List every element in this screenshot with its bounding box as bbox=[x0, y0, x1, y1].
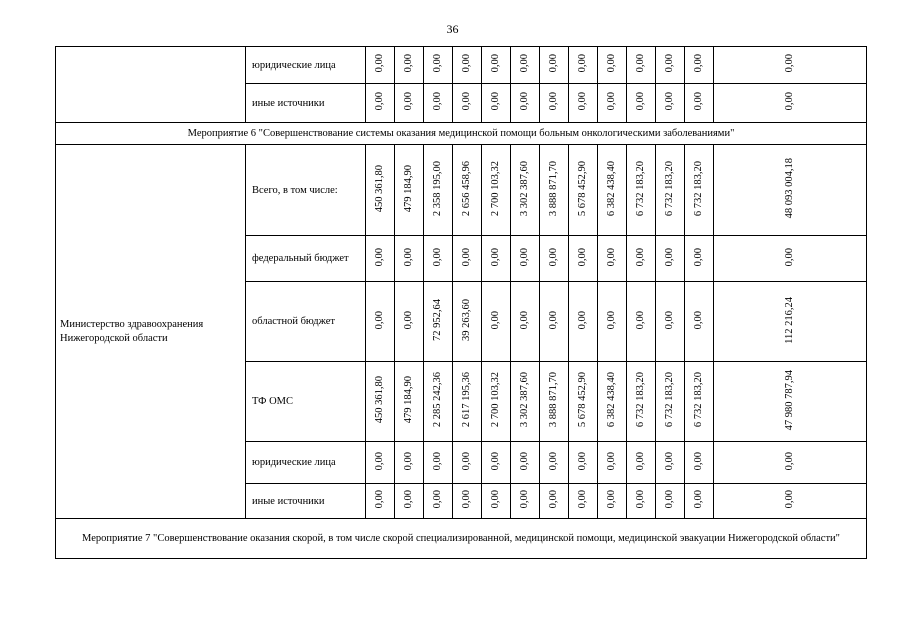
year-value-cell bbox=[482, 282, 511, 362]
year-value: 0,00 bbox=[519, 490, 530, 509]
year-value-cell bbox=[366, 362, 395, 442]
year-value-cell bbox=[511, 47, 540, 84]
year-value: 0,00 bbox=[635, 490, 646, 509]
year-value: 0,00 bbox=[635, 310, 646, 330]
organization-cell-empty bbox=[56, 47, 246, 123]
year-value-cell bbox=[424, 145, 453, 236]
funding-source-cell: Всего, в том числе: bbox=[246, 145, 366, 236]
year-value: 2 617 195,36 bbox=[461, 372, 472, 428]
year-value-cell bbox=[540, 84, 569, 123]
total-value-cell bbox=[714, 282, 867, 362]
year-value-cell bbox=[482, 84, 511, 123]
year-value: 0,00 bbox=[693, 54, 704, 73]
year-value: 0,00 bbox=[490, 490, 501, 509]
total-value: 0,00 bbox=[784, 451, 795, 471]
funding-source-cell: федеральный бюджет bbox=[246, 236, 366, 282]
year-value-cell bbox=[627, 484, 656, 519]
year-value-cell bbox=[366, 282, 395, 362]
year-value-cell bbox=[424, 236, 453, 282]
year-value-cell bbox=[598, 484, 627, 519]
year-value: 0,00 bbox=[490, 451, 501, 471]
year-value: 3 302 387,60 bbox=[519, 160, 530, 217]
year-value: 3 302 387,60 bbox=[519, 372, 530, 428]
year-value-cell bbox=[395, 484, 424, 519]
year-value: 6 732 183,20 bbox=[664, 160, 675, 217]
year-value-cell bbox=[656, 84, 685, 123]
total-value: 48 093 004,18 bbox=[784, 158, 795, 219]
table-row bbox=[56, 123, 867, 145]
year-value: 0,00 bbox=[403, 490, 414, 509]
year-value: 0,00 bbox=[432, 247, 443, 267]
year-value: 2 700 103,32 bbox=[490, 160, 501, 217]
year-value-cell bbox=[627, 236, 656, 282]
year-value: 0,00 bbox=[403, 247, 414, 267]
year-value-cell bbox=[627, 84, 656, 123]
year-value-cell bbox=[395, 236, 424, 282]
year-value-cell bbox=[598, 236, 627, 282]
year-value: 0,00 bbox=[432, 451, 443, 471]
year-value: 450 361,80 bbox=[374, 376, 385, 424]
year-value-cell bbox=[453, 484, 482, 519]
year-value: 0,00 bbox=[461, 490, 472, 509]
year-value-cell bbox=[685, 442, 714, 484]
year-value: 0,00 bbox=[635, 92, 646, 111]
year-value-cell bbox=[598, 362, 627, 442]
year-value: 0,00 bbox=[606, 310, 617, 330]
measure-7-title: Мероприятие 7 "Совершенствование оказания скорой, в том числе скорой специализированной, медицинской помощи, медицинской эвакуации Нижегородской области" bbox=[56, 519, 867, 559]
year-value-cell bbox=[424, 282, 453, 362]
year-value-cell bbox=[598, 282, 627, 362]
year-value-cell bbox=[366, 236, 395, 282]
year-value: 450 361,80 bbox=[374, 164, 385, 213]
year-value: 2 285 242,36 bbox=[432, 372, 443, 428]
year-value: 0,00 bbox=[490, 247, 501, 267]
year-value-cell bbox=[424, 84, 453, 123]
year-value-cell bbox=[424, 47, 453, 84]
year-value: 0,00 bbox=[693, 92, 704, 111]
year-value: 0,00 bbox=[577, 451, 588, 471]
year-value: 0,00 bbox=[664, 451, 675, 471]
year-value-cell bbox=[685, 362, 714, 442]
year-value: 0,00 bbox=[577, 310, 588, 330]
year-value: 6 382 438,40 bbox=[606, 372, 617, 428]
funding-source-cell: иные источники bbox=[246, 484, 366, 519]
total-value-cell bbox=[714, 236, 867, 282]
year-value: 0,00 bbox=[519, 451, 530, 471]
year-value: 0,00 bbox=[606, 451, 617, 471]
year-value-cell bbox=[656, 236, 685, 282]
organization-cell: Министерство здравоохранения Нижегородской области bbox=[56, 145, 246, 519]
year-value-cell bbox=[482, 484, 511, 519]
year-value: 6 732 183,20 bbox=[635, 372, 646, 428]
year-value: 0,00 bbox=[664, 92, 675, 111]
year-value: 6 382 438,40 bbox=[606, 160, 617, 217]
total-value: 0,00 bbox=[784, 247, 795, 267]
year-value-cell bbox=[569, 484, 598, 519]
year-value-cell bbox=[453, 84, 482, 123]
year-value: 0,00 bbox=[664, 54, 675, 73]
funding-source-cell: ТФ ОМС bbox=[246, 362, 366, 442]
funding-source-cell: юридические лица bbox=[246, 47, 366, 84]
year-value-cell bbox=[482, 47, 511, 84]
year-value-cell bbox=[540, 442, 569, 484]
year-value-cell bbox=[482, 236, 511, 282]
year-value: 2 358 195,00 bbox=[432, 160, 443, 217]
measure-6-title: Мероприятие 6 "Совершенствование системы оказания медицинской помощи больным онкологическими заболеваниями" bbox=[56, 123, 867, 145]
funding-source-cell: юридические лица bbox=[246, 442, 366, 484]
year-value-cell bbox=[685, 282, 714, 362]
year-value-cell bbox=[598, 84, 627, 123]
year-value: 2 700 103,32 bbox=[490, 372, 501, 428]
year-value: 0,00 bbox=[403, 451, 414, 471]
year-value: 6 732 183,20 bbox=[664, 372, 675, 428]
year-value: 0,00 bbox=[606, 92, 617, 111]
year-value-cell bbox=[511, 442, 540, 484]
year-value: 3 888 871,70 bbox=[548, 160, 559, 217]
table-row bbox=[56, 47, 867, 84]
year-value-cell bbox=[395, 145, 424, 236]
year-value: 0,00 bbox=[548, 92, 559, 111]
total-value-cell bbox=[714, 84, 867, 123]
year-value-cell bbox=[511, 145, 540, 236]
year-value: 3 888 871,70 bbox=[548, 372, 559, 428]
year-value-cell bbox=[482, 145, 511, 236]
year-value-cell bbox=[656, 362, 685, 442]
year-value: 0,00 bbox=[664, 490, 675, 509]
year-value-cell bbox=[453, 236, 482, 282]
year-value-cell bbox=[395, 47, 424, 84]
total-value: 0,00 bbox=[784, 92, 795, 111]
year-value-cell bbox=[569, 236, 598, 282]
year-value-cell bbox=[540, 236, 569, 282]
total-value-cell bbox=[714, 145, 867, 236]
funding-source-cell: иные источники bbox=[246, 84, 366, 123]
year-value-cell bbox=[627, 362, 656, 442]
year-value: 0,00 bbox=[606, 247, 617, 267]
year-value: 0,00 bbox=[519, 92, 530, 111]
year-value: 5 678 452,90 bbox=[577, 160, 588, 217]
year-value-cell bbox=[598, 442, 627, 484]
year-value: 0,00 bbox=[490, 54, 501, 73]
year-value-cell bbox=[656, 47, 685, 84]
year-value: 0,00 bbox=[548, 54, 559, 73]
year-value: 0,00 bbox=[490, 92, 501, 111]
year-value: 0,00 bbox=[693, 310, 704, 330]
year-value: 0,00 bbox=[374, 54, 385, 73]
table-row bbox=[56, 145, 867, 236]
year-value: 39 263,60 bbox=[461, 299, 472, 341]
year-value: 0,00 bbox=[693, 451, 704, 471]
year-value: 6 732 183,20 bbox=[693, 372, 704, 428]
year-value-cell bbox=[424, 362, 453, 442]
year-value-cell bbox=[511, 362, 540, 442]
year-value: 0,00 bbox=[635, 54, 646, 73]
year-value: 0,00 bbox=[374, 451, 385, 471]
year-value-cell bbox=[656, 484, 685, 519]
year-value: 0,00 bbox=[635, 247, 646, 267]
year-value-cell bbox=[453, 47, 482, 84]
year-value: 0,00 bbox=[490, 310, 501, 330]
year-value-cell bbox=[453, 442, 482, 484]
year-value: 72 952,64 bbox=[432, 299, 443, 341]
year-value: 0,00 bbox=[403, 92, 414, 111]
year-value-cell bbox=[395, 84, 424, 123]
year-value: 0,00 bbox=[664, 310, 675, 330]
year-value: 0,00 bbox=[519, 54, 530, 73]
year-value-cell bbox=[685, 47, 714, 84]
year-value-cell bbox=[366, 442, 395, 484]
year-value-cell bbox=[540, 47, 569, 84]
total-value-cell bbox=[714, 47, 867, 84]
year-value-cell bbox=[627, 442, 656, 484]
total-value: 0,00 bbox=[784, 54, 795, 73]
year-value-cell bbox=[395, 282, 424, 362]
year-value-cell bbox=[366, 47, 395, 84]
total-value-cell bbox=[714, 484, 867, 519]
year-value: 0,00 bbox=[374, 490, 385, 509]
page-number: 36 bbox=[446, 22, 459, 36]
year-value: 0,00 bbox=[432, 54, 443, 73]
year-value-cell bbox=[511, 484, 540, 519]
year-value: 0,00 bbox=[461, 54, 472, 73]
year-value: 0,00 bbox=[374, 247, 385, 267]
year-value-cell bbox=[511, 84, 540, 123]
year-value-cell bbox=[395, 442, 424, 484]
year-value: 0,00 bbox=[461, 92, 472, 111]
year-value: 0,00 bbox=[577, 247, 588, 267]
year-value-cell bbox=[511, 236, 540, 282]
year-value-cell bbox=[627, 47, 656, 84]
year-value: 6 732 183,20 bbox=[635, 160, 646, 217]
year-value: 0,00 bbox=[432, 92, 443, 111]
year-value-cell bbox=[366, 84, 395, 123]
total-value-cell bbox=[714, 362, 867, 442]
total-value: 47 980 787,94 bbox=[784, 369, 795, 431]
year-value: 0,00 bbox=[606, 54, 617, 73]
total-value-cell bbox=[714, 442, 867, 484]
year-value-cell bbox=[424, 484, 453, 519]
year-value-cell bbox=[569, 442, 598, 484]
year-value-cell bbox=[424, 442, 453, 484]
year-value-cell bbox=[569, 145, 598, 236]
year-value: 0,00 bbox=[432, 490, 443, 509]
year-value: 0,00 bbox=[577, 92, 588, 111]
year-value: 0,00 bbox=[519, 247, 530, 267]
year-value-cell bbox=[598, 47, 627, 84]
budget-table bbox=[55, 46, 867, 559]
year-value: 0,00 bbox=[664, 247, 675, 267]
year-value: 0,00 bbox=[693, 247, 704, 267]
year-value-cell bbox=[656, 442, 685, 484]
table-row bbox=[56, 519, 867, 559]
year-value-cell bbox=[656, 282, 685, 362]
year-value-cell bbox=[656, 145, 685, 236]
year-value: 0,00 bbox=[548, 451, 559, 471]
year-value: 479 184,90 bbox=[403, 376, 414, 424]
year-value: 5 678 452,90 bbox=[577, 372, 588, 428]
total-value: 112 216,24 bbox=[784, 296, 795, 344]
year-value: 0,00 bbox=[548, 310, 559, 330]
year-value: 0,00 bbox=[577, 54, 588, 73]
year-value-cell bbox=[627, 282, 656, 362]
budget-table-body bbox=[56, 47, 867, 559]
year-value-cell bbox=[540, 282, 569, 362]
funding-source-cell: областной бюджет bbox=[246, 282, 366, 362]
year-value: 0,00 bbox=[374, 310, 385, 330]
year-value-cell bbox=[598, 145, 627, 236]
year-value: 0,00 bbox=[461, 451, 472, 471]
year-value: 0,00 bbox=[635, 451, 646, 471]
year-value: 0,00 bbox=[577, 490, 588, 509]
year-value: 6 732 183,20 bbox=[693, 160, 704, 217]
year-value-cell bbox=[482, 362, 511, 442]
year-value-cell bbox=[366, 145, 395, 236]
total-value: 0,00 bbox=[784, 490, 795, 509]
year-value-cell bbox=[569, 47, 598, 84]
year-value: 0,00 bbox=[403, 310, 414, 330]
year-value-cell bbox=[569, 84, 598, 123]
year-value: 0,00 bbox=[693, 490, 704, 509]
year-value-cell bbox=[685, 145, 714, 236]
year-value-cell bbox=[569, 282, 598, 362]
year-value-cell bbox=[366, 484, 395, 519]
year-value-cell bbox=[540, 145, 569, 236]
year-value: 2 656 458,96 bbox=[461, 160, 472, 217]
year-value-cell bbox=[453, 145, 482, 236]
year-value-cell bbox=[569, 362, 598, 442]
year-value: 0,00 bbox=[606, 490, 617, 509]
year-value-cell bbox=[395, 362, 424, 442]
year-value: 0,00 bbox=[461, 247, 472, 267]
year-value: 0,00 bbox=[519, 310, 530, 330]
year-value-cell bbox=[511, 282, 540, 362]
year-value: 479 184,90 bbox=[403, 164, 414, 213]
year-value-cell bbox=[453, 282, 482, 362]
year-value: 0,00 bbox=[403, 54, 414, 73]
year-value-cell bbox=[685, 236, 714, 282]
year-value: 0,00 bbox=[374, 92, 385, 111]
year-value-cell bbox=[540, 484, 569, 519]
year-value: 0,00 bbox=[548, 247, 559, 267]
year-value-cell bbox=[482, 442, 511, 484]
year-value-cell bbox=[540, 362, 569, 442]
year-value-cell bbox=[627, 145, 656, 236]
year-value-cell bbox=[685, 484, 714, 519]
year-value: 0,00 bbox=[548, 490, 559, 509]
year-value-cell bbox=[453, 362, 482, 442]
year-value-cell bbox=[685, 84, 714, 123]
